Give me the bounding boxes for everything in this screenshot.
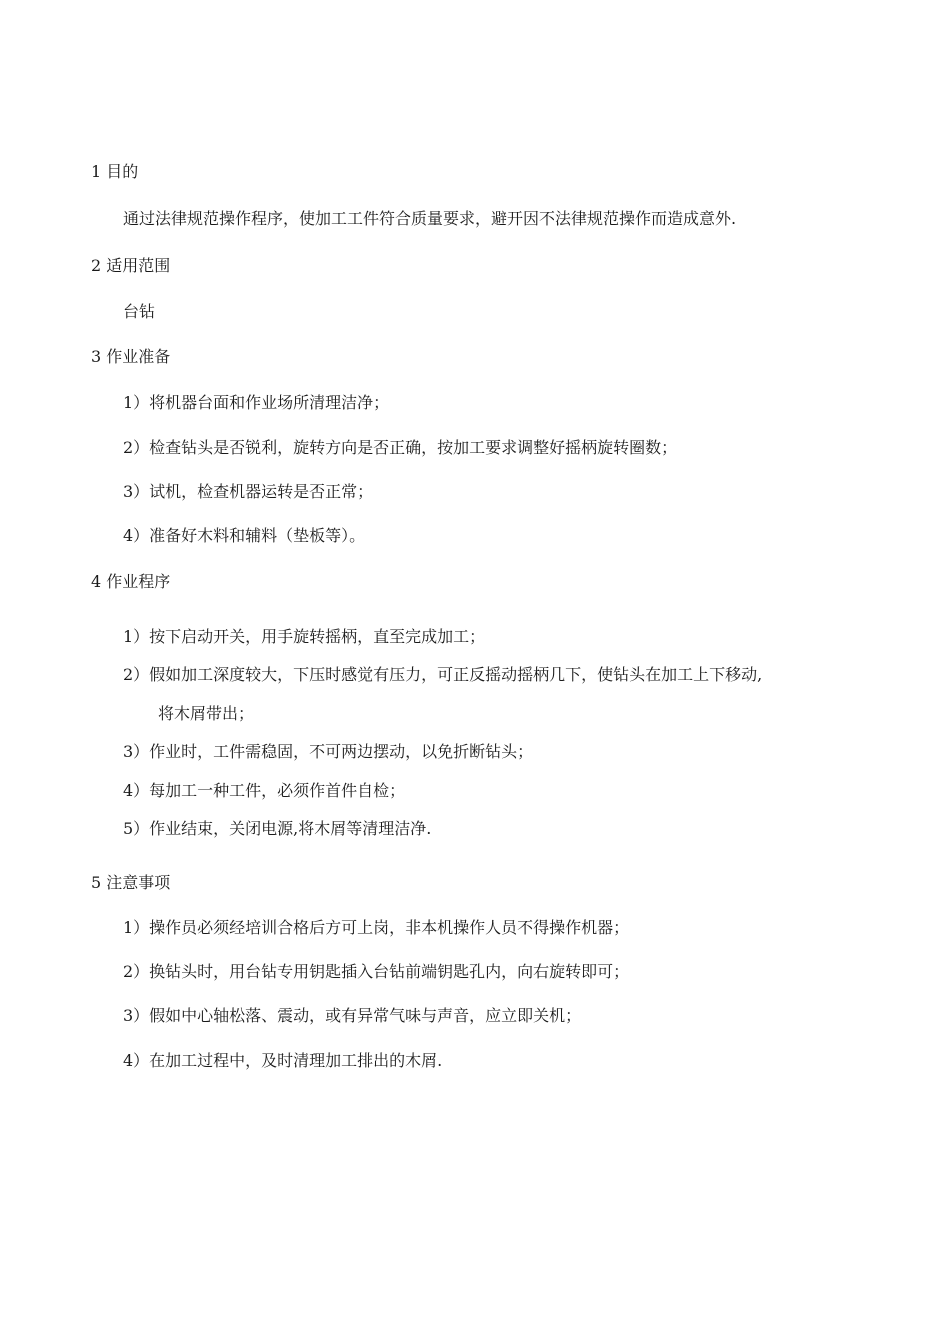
section-3-item-1: 1）将机器台面和作业场所清理洁净； [123, 393, 390, 412]
section-2-body: 台钻 [123, 302, 156, 321]
section-5-item-2: 2）换钻头时，用台钻专用钥匙插入台钻前端钥匙孔内，向右旋转即可； [123, 962, 630, 981]
section-3-item-4: 4）准备好木料和辅料（垫板等）。 [123, 526, 366, 545]
section-4-item-2: 2）假如加工深度较大，下压时感觉有压力，可正反摇动摇柄几下，使钻头在加工上下移动, [123, 665, 763, 684]
section-1-heading: 1 目的 [91, 162, 139, 181]
section-4-item-3: 3）作业时，工件需稳固，不可两边摆动，以免折断钻头； [123, 742, 534, 761]
section-3-item-3: 3）试机，检查机器运转是否正常； [123, 482, 374, 501]
section-2-heading: 2 适用范围 [91, 256, 171, 275]
section-3-heading: 3 作业准备 [91, 347, 171, 366]
section-5-item-3: 3）假如中心轴松落、震动，或有异常气味与声音，应立即关机； [123, 1006, 582, 1025]
section-5-item-1: 1）操作员必须经培训合格后方可上岗，非本机操作人员不得操作机器； [123, 918, 630, 937]
section-4-heading: 4 作业程序 [91, 572, 171, 591]
section-1-body: 通过法律规范操作程序，使加工工件符合质量要求，避开因不法律规范操作而造成意外. [123, 209, 737, 228]
section-4-item-5: 5）作业结束，关闭电源,将木屑等清理洁净. [123, 819, 432, 838]
section-3-item-2: 2）检查钻头是否锐利，旋转方向是否正确，按加工要求调整好摇柄旋转圈数； [123, 438, 678, 457]
section-5-heading: 5 注意事项 [91, 873, 171, 892]
section-4-item-2-continuation: 将木屑带出； [158, 704, 255, 723]
section-4-item-1: 1）按下启动开关，用手旋转摇柄，直至完成加工； [123, 627, 486, 646]
section-4-item-4: 4）每加工一种工件，必须作首件自检； [123, 781, 406, 800]
section-5-item-4: 4）在加工过程中，及时清理加工排出的木屑. [123, 1051, 443, 1070]
